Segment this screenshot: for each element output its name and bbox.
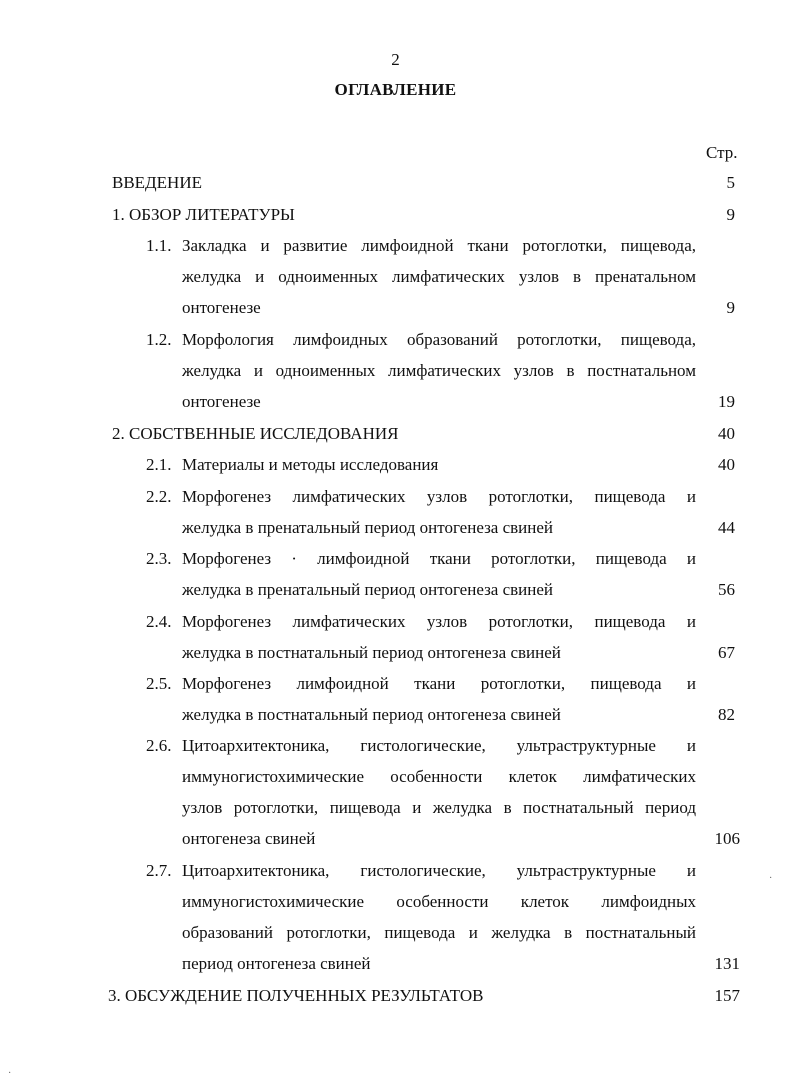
toc-entry-title: 3. ОБСУЖДЕНИЕ ПОЛУЧЕННЫХ РЕЗУЛЬТАТОВ xyxy=(108,986,484,1005)
toc-entry-line: желудка в пренатальный период онтогенеза свиней xyxy=(182,518,554,537)
page-number: 2 xyxy=(391,50,400,69)
toc-entry-number: 2.1. xyxy=(146,455,172,474)
toc-entry-page: 56 xyxy=(718,580,735,599)
toc-entry-line: онтогенеза свиней xyxy=(182,829,316,848)
toc-entry-line: период онтогенеза свиней xyxy=(182,954,371,973)
page-column-label: Стр. xyxy=(706,143,738,162)
toc-entry-line: желудка в пренатальный период онтогенеза свиней xyxy=(182,580,554,599)
scan-speck: · xyxy=(8,1068,12,1079)
toc-entry-number: 1.2. xyxy=(146,330,172,349)
toc-entry-page: 82 xyxy=(718,705,735,724)
toc-entry-line: желудка и одноименных лимфатических узлов в пренатальном xyxy=(182,267,696,286)
toc-entry-title: 1. ОБЗОР ЛИТЕРАТУРЫ xyxy=(112,205,295,224)
toc-entry-line: Морфогенез лимфатических узлов ротоглотки, пищевода и xyxy=(182,487,696,506)
toc-entry-line: Закладка и развитие лимфоидной ткани ротоглотки, пищевода, xyxy=(182,236,696,255)
toc-entry-number: 2.7. xyxy=(146,861,172,880)
toc-entry-page: 19 xyxy=(718,392,735,411)
toc-entry-line: желудка в постнатальный период онтогенеза свиней xyxy=(182,643,561,662)
toc-entry-page: 5 xyxy=(726,173,735,192)
toc-entry-page: 157 xyxy=(714,986,740,1005)
toc-entry-title: 2. СОБСТВЕННЫЕ ИССЛЕДОВАНИЯ xyxy=(112,424,399,443)
toc-entry-title: ВВЕДЕНИЕ xyxy=(112,173,202,192)
toc-entry-line: Морфогенез лимфоидной ткани ротоглотки, пищевода и xyxy=(182,674,696,693)
toc-entry-line: желудка в постнатальный период онтогенеза свиней xyxy=(182,705,561,724)
toc-entry-number: 2.2. xyxy=(146,487,172,506)
toc-entry-page: 9 xyxy=(726,205,735,224)
toc-entry-line: Цитоархитектоника, гистологические, ультраструктурные и xyxy=(182,861,696,880)
toc-entry-line: Материалы и методы исследования xyxy=(182,455,439,474)
toc-entry-line: Морфогенез · лимфоидной ткани ротоглотки, пищевода и xyxy=(182,549,696,568)
toc-entry-page: 40 xyxy=(718,455,735,474)
toc-entry-page: 67 xyxy=(718,643,735,662)
toc-entry-line: Морфология лимфоидных образований ротоглотки, пищевода, xyxy=(182,330,696,349)
toc-entry-number: 1.1. xyxy=(146,236,172,255)
toc-entry-number: 2.5. xyxy=(146,674,172,693)
toc-entry-number: 2.3. xyxy=(146,549,172,568)
toc-entry-page: 131 xyxy=(714,954,740,973)
toc-entry-number: 2.4. xyxy=(146,612,172,631)
toc-entry-line: онтогенезе xyxy=(182,392,261,411)
toc-entry-line: иммуногистохимические особенности клеток лимфоидных xyxy=(182,892,696,911)
toc-entry-number: 2.6. xyxy=(146,736,172,755)
toc-entry-line: узлов ротоглотки, пищевода и желудка в постнатальный период xyxy=(182,798,696,817)
toc-entry-page: 9 xyxy=(726,298,735,317)
toc-entry-line: Цитоархитектоника, гистологические, ультраструктурные и xyxy=(182,736,696,755)
toc-entry-line: онтогенезе xyxy=(182,298,261,317)
toc-entry-page: 40 xyxy=(718,424,735,443)
toc-entry-line: образований ротоглотки, пищевода и желудка в постнатальный xyxy=(182,923,696,942)
toc-entry-line: иммуногистохимические особенности клеток лимфатических xyxy=(182,767,696,786)
toc-entry-line: желудка и одноименных лимфатических узлов в постнатальном xyxy=(182,361,696,380)
toc-entry-page: 44 xyxy=(718,518,735,537)
toc-entry-line: Морфогенез лимфатических узлов ротоглотки, пищевода и xyxy=(182,612,696,631)
toc-entry-page: 106 xyxy=(714,829,740,848)
scan-speck: · xyxy=(769,873,773,884)
page-title: ОГЛАВЛЕНИЕ xyxy=(334,80,457,99)
